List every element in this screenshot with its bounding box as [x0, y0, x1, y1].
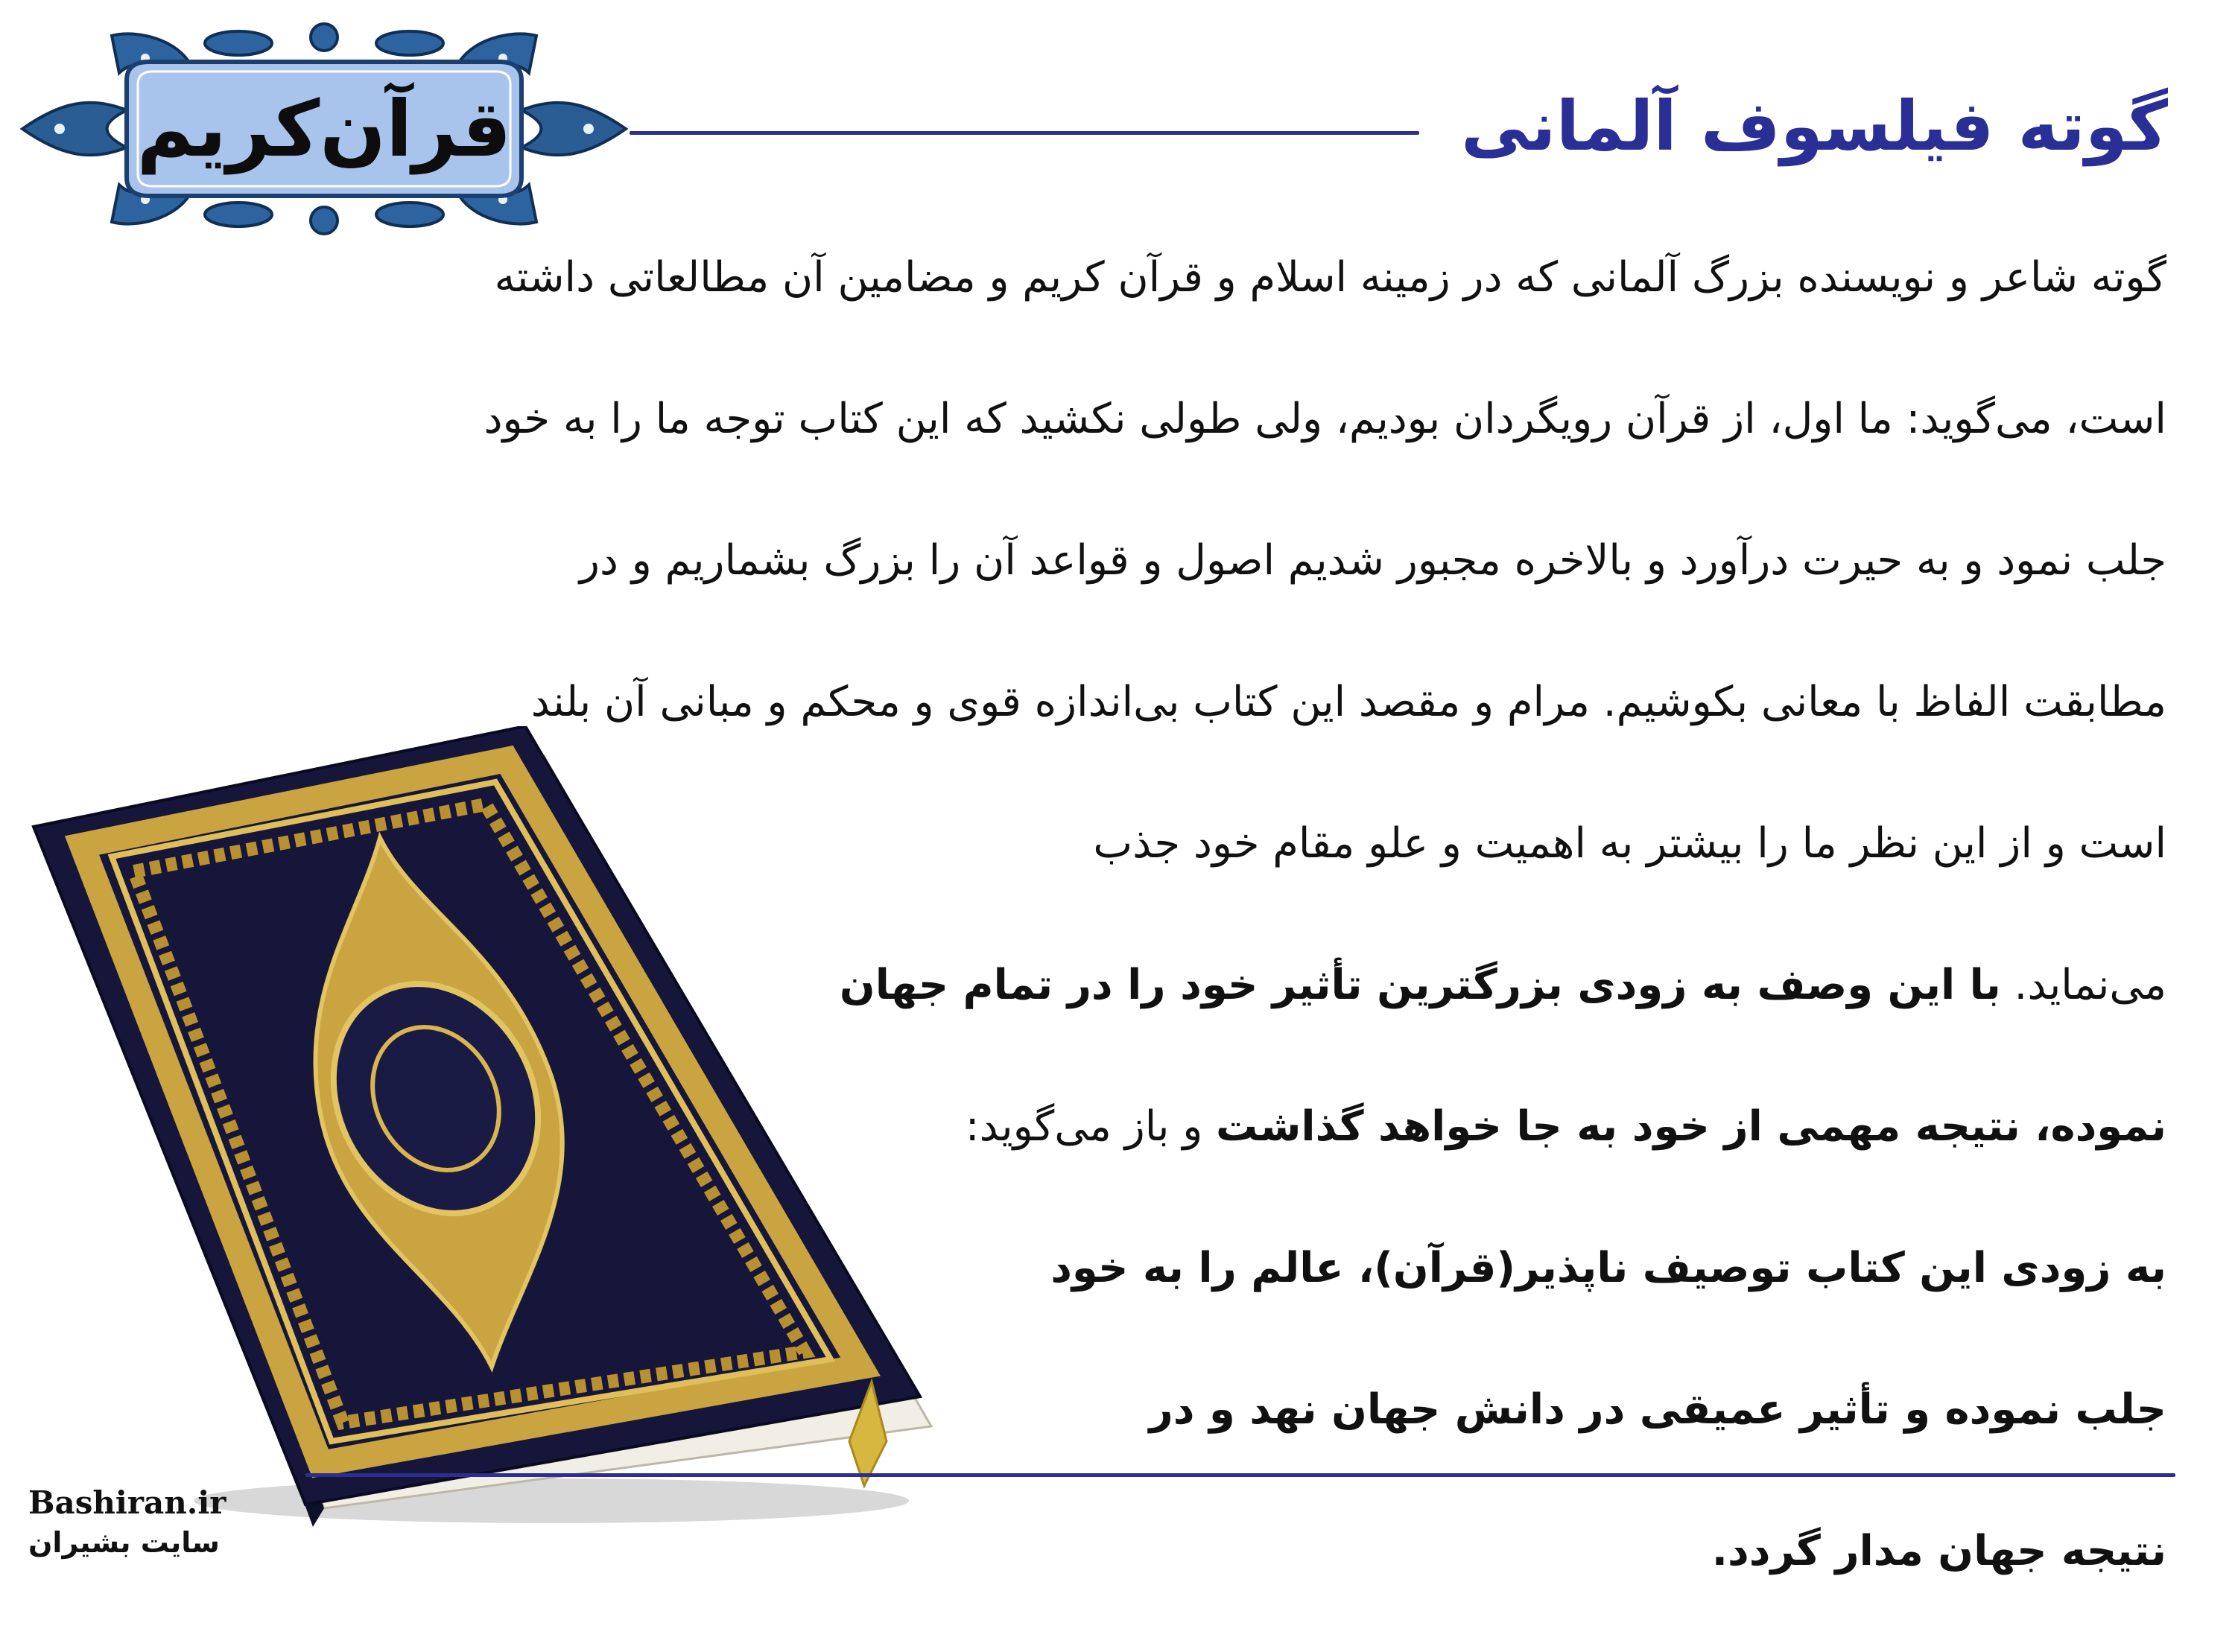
body-line-4: مطابقت الفاظ با معانی بکوشیم. مرام و مقصد این کتاب بی‌اندازه قوی و محکم و مبانی آن بلند [530, 678, 2166, 726]
body-line-5: است و از این نظر ما را بیشتر به اهمیت و علو مقام خود جذب [1093, 819, 2166, 868]
header-divider [630, 131, 1419, 135]
footer-brand [28, 1482, 282, 1561]
site-name: سایت بشیران [28, 1526, 220, 1559]
quote-line-2: جلب نموده و تأثیر عمیقی در دانش جهان نهد و در [1149, 1385, 2166, 1434]
body-line-6-normal: می‌نماید. [2000, 961, 2166, 1009]
body-line-1: گوته شاعر و نویسنده بزرگ آلمانی که در زمینه اسلام و قرآن کریم و مضامین آن مطالعاتی داشته [494, 253, 2166, 302]
page-title: گوته فیلسوف آلمانی [1460, 86, 2168, 166]
badge-title: قرآن‌کریم [136, 83, 512, 174]
body-line-7-normal: و باز می‌گوید: [965, 1102, 1217, 1151]
quote-line-1: به زودی این کتاب توصیف ناپذیر(قرآن)، عالم را به خود [1050, 1244, 2166, 1292]
ornamental-badge [15, 21, 633, 237]
footer-divider [305, 1473, 2175, 1477]
site-url: Bashiran.ir [28, 1484, 226, 1521]
body-line-6-bold: با این وصف به زودی بزرگترین تأثیر خود را در تمام جهان [839, 961, 2001, 1009]
body-line-2: است، می‌گوید: ما اول، از قرآن رویگردان بودیم، ولی طولی نکشید که این کتاب توجه ما را به خود [484, 395, 2166, 443]
body-line-7 [729, 1086, 2166, 1227]
body-line-7-bold: نموده، نتیجه مهمی از خود به جا خواهد گذاشت [1216, 1102, 2166, 1151]
body-line-3: جلب نمود و به حیرت درآورد و بالاخره مجبور شدیم اصول و قواعد آن را بزرگ بشماریم و در [579, 536, 2166, 585]
quote-line-3: نتیجه جهان مدار گردد. [1711, 1527, 2166, 1575]
body-line-6 [729, 944, 2166, 1086]
article-body [66, 237, 2166, 1652]
